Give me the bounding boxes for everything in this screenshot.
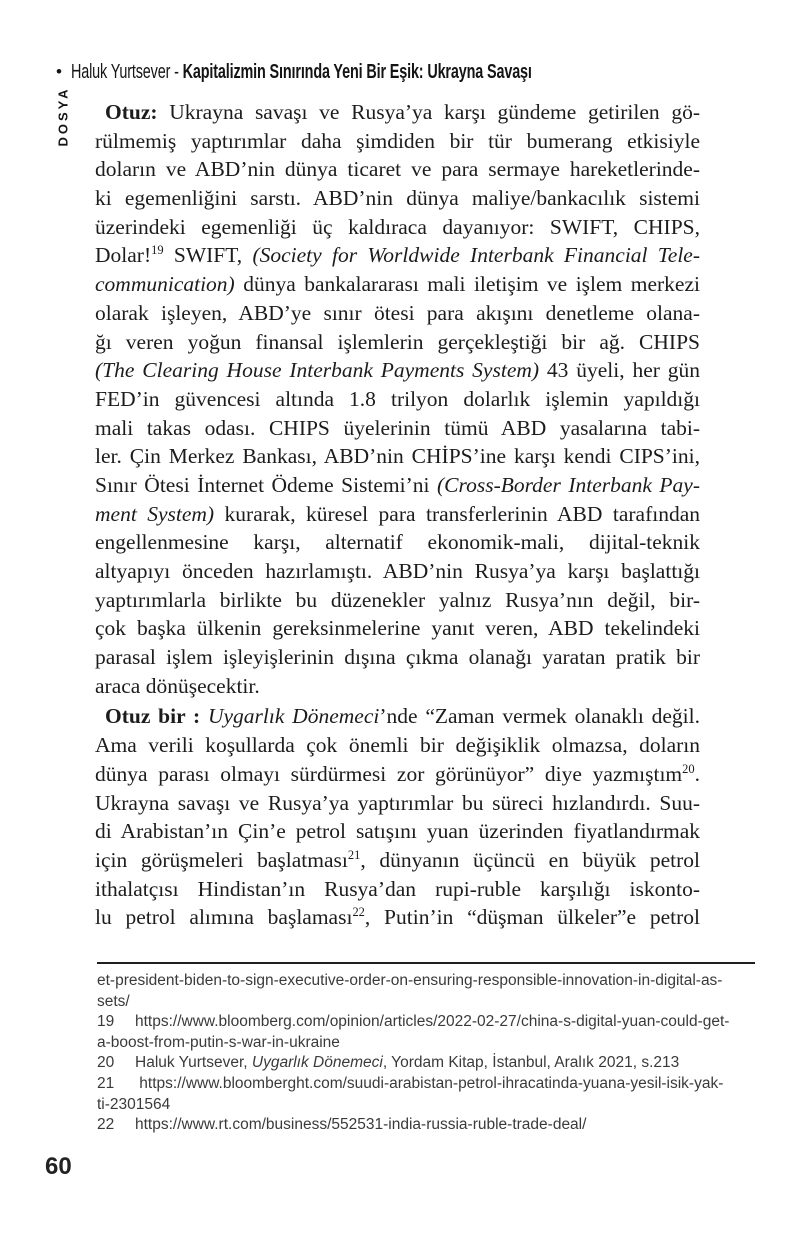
bullet-icon: • bbox=[56, 62, 62, 81]
footnote-reference: 19 bbox=[151, 243, 164, 258]
text-line-content bbox=[95, 241, 700, 270]
text-segment: mali takas odası. CHIPS üyelerinin tümü ABD yasalarına tabi- bbox=[95, 415, 700, 440]
text-segment: , Yordam Kitap, İstanbul, Aralık 2021, s.213 bbox=[382, 1054, 680, 1072]
text-segment: ler. Çin Merkez Bankası, ABD’nin CHİPS’ine karşı kendi CIPS’ini, bbox=[95, 444, 700, 469]
footnote-number: 21 bbox=[97, 1074, 115, 1092]
body-paragraph bbox=[95, 702, 700, 932]
text-line-content bbox=[95, 213, 700, 242]
text-segment: et-president-biden-to-sign-executive-order-on-ensuring-responsible-innovation-in-digital-as- bbox=[97, 972, 723, 989]
text-segment: Haluk Yurtsever, bbox=[135, 1054, 252, 1072]
text-segment: Ukrayna savaşı ve Rusya’ya yaptırımlar bu süreci hızlandırdı. Suu- bbox=[95, 790, 700, 815]
text-line-content bbox=[95, 184, 700, 213]
text-line bbox=[95, 789, 700, 818]
text-segment: dünya bankalararası mali iletişim ve işlem merkezi bbox=[234, 272, 700, 297]
text-segment: rülmemiş yaptırımlar daha şimdiden bir tür bumerang etkisiyle bbox=[95, 128, 700, 153]
text-line bbox=[95, 213, 700, 242]
text-segment: (Society for Worldwide Interbank Financial Tele- bbox=[252, 243, 701, 268]
text-segment: parasal işlem işleyişlerinin dışına çıkma olanağı yaratan pratik bir bbox=[95, 645, 700, 670]
text-line bbox=[95, 356, 700, 385]
text-line bbox=[95, 328, 700, 357]
text-segment: ithalatçısı Hindistan’ın Rusya’dan rupi-ruble karşılığı iskonto- bbox=[95, 876, 700, 901]
text-line bbox=[95, 270, 700, 299]
text-line bbox=[95, 846, 700, 875]
text-line-content bbox=[95, 356, 700, 385]
text-line bbox=[95, 875, 700, 904]
text-line-content bbox=[95, 155, 700, 184]
text-segment: Ama verili koşullarda çok önemli bir değişiklik olmazsa, doların bbox=[95, 733, 700, 758]
footnote-number: 20 bbox=[97, 1054, 115, 1072]
page-number: 60 bbox=[45, 1153, 72, 1180]
text-line-content bbox=[95, 586, 700, 615]
text-segment: 43 üyeli, her gün bbox=[539, 358, 700, 383]
header-author: Haluk Yurtsever - bbox=[70, 61, 183, 83]
text-segment: lu petrol alımına başlaması bbox=[95, 905, 353, 930]
running-header bbox=[56, 62, 711, 82]
footnote-separator bbox=[97, 962, 755, 964]
text-line bbox=[95, 98, 700, 127]
footnote-reference: 21 bbox=[347, 847, 361, 862]
text-segment: doların ve ABD’nin dünya ticaret ve para sermaye hareketlerinde- bbox=[95, 157, 700, 182]
text-line-content bbox=[95, 328, 700, 357]
body-text bbox=[95, 98, 700, 932]
footnote-line bbox=[97, 1074, 759, 1095]
header-article-title: Kapitalizmin Sınırında Yeni Bir Eşik: Ukrayna Savaşı bbox=[182, 61, 532, 83]
body-paragraph bbox=[95, 98, 700, 700]
text-segment: altyapıyı önceden hazırlamıştı. ABD’nin Rusya’ya karşı başlattığı bbox=[95, 559, 700, 583]
text-segment: Otuz: bbox=[105, 100, 158, 124]
text-line-content bbox=[95, 903, 700, 932]
text-line-content bbox=[105, 98, 700, 127]
text-segment: https://www.rt.com/business/552531-india-russia-ruble-trade-deal/ bbox=[135, 1116, 587, 1134]
text-segment: https://www.bloomberg.com/opinion/articles/2022-02-27/china-s-digital-yuan-could-get- bbox=[135, 1013, 730, 1031]
text-segment: ’nde “Zaman vermek olanaklı değil. bbox=[379, 704, 700, 729]
text-line bbox=[95, 155, 700, 184]
text-segment: Otuz bir : bbox=[105, 704, 201, 729]
footnote-line bbox=[97, 971, 759, 992]
text-line bbox=[95, 672, 700, 701]
text-line-content bbox=[95, 299, 700, 328]
text-line-content bbox=[95, 731, 700, 760]
text-segment: (Cross-Border Interbank Pay- bbox=[437, 472, 701, 497]
text-segment: , dünyanın üçüncü en büyük petrol bbox=[360, 847, 701, 872]
text-segment: . bbox=[694, 761, 700, 786]
text-segment: a-boost-from-putin-s-war-in-ukraine bbox=[97, 1033, 340, 1051]
text-segment: dünya parası olmayı sürdürmesi zor görünüyor” diye yazmıştım bbox=[95, 761, 683, 786]
text-line-content bbox=[95, 614, 700, 643]
text-line-content bbox=[95, 471, 700, 500]
text-segment: https://www.bloomberght.com/suudi-arabistan-petrol-ihracatinda-yuana-yesil-isik-yak- bbox=[135, 1074, 724, 1092]
text-segment: Ukrayna savaşı ve Rusya’ya karşı gündeme getirilen gö- bbox=[157, 100, 700, 124]
text-segment: , Putin’in “düşman ülkeler”e petrol bbox=[364, 905, 700, 930]
text-segment: üzerindeki egemenliği üç kaldıraca dayanıyor: SWIFT, CHIPS, bbox=[95, 214, 700, 239]
text-segment: yaptırımlarla birlikte bu düzenekler yalnız Rusya’nın değil, bir- bbox=[95, 587, 700, 612]
text-segment: communication) bbox=[95, 272, 235, 297]
text-segment: Uygarlık Dönemeci bbox=[207, 704, 380, 729]
text-segment: Dolar! bbox=[95, 243, 152, 268]
text-line bbox=[95, 414, 700, 443]
text-line-content bbox=[95, 672, 260, 701]
text-line bbox=[95, 528, 700, 557]
text-segment: engellenmesine karşı, alternatif ekonomik-mali, dijital-teknik bbox=[95, 530, 700, 555]
footnote-number: 22 bbox=[97, 1116, 115, 1134]
text-segment: FED’in güvencesi altında 1.8 trilyon dolarlık işlemin yapıldığı bbox=[95, 386, 700, 411]
text-segment: ti-2301564 bbox=[97, 1095, 171, 1113]
text-line bbox=[95, 614, 700, 643]
text-line-content bbox=[95, 557, 700, 586]
text-line-content bbox=[95, 875, 700, 904]
text-segment: için görüşmeleri başlatması bbox=[95, 847, 348, 872]
text-segment: olarak işleyen, ABD’ye sınır ötesi para akışını denetleme olana- bbox=[95, 300, 700, 325]
header-text bbox=[71, 62, 532, 82]
text-line-content bbox=[95, 817, 700, 846]
text-segment: ki egemenliğini sarstı. ABD’nin dünya maliye/bankacılık sistemi bbox=[95, 186, 700, 211]
text-line bbox=[95, 385, 700, 414]
text-line bbox=[95, 586, 700, 615]
footnote-reference: 22 bbox=[352, 905, 365, 920]
footnote-line bbox=[97, 992, 759, 1013]
text-line bbox=[95, 760, 700, 789]
text-line bbox=[95, 184, 700, 213]
text-line bbox=[95, 127, 700, 156]
text-line-content bbox=[95, 442, 700, 471]
text-line-content bbox=[95, 760, 700, 789]
text-line bbox=[95, 557, 700, 586]
footnote-line bbox=[97, 1053, 759, 1074]
text-line-content bbox=[95, 270, 700, 299]
text-segment: ment System) bbox=[95, 501, 215, 526]
text-line bbox=[95, 903, 700, 932]
text-segment: SWIFT, bbox=[163, 243, 253, 268]
text-line bbox=[95, 500, 700, 529]
text-line bbox=[95, 299, 700, 328]
text-segment: di Arabistan’ın Çin’e petrol satışını yuan üzerinden fiyatlandırmak bbox=[95, 819, 700, 844]
text-line-content bbox=[95, 414, 700, 443]
footnotes bbox=[97, 971, 759, 1136]
footnote-line bbox=[97, 1033, 759, 1054]
text-line-content bbox=[95, 643, 700, 672]
text-line bbox=[95, 241, 700, 270]
footnote-reference: 20 bbox=[682, 761, 695, 776]
text-segment: çok başka ülkenin gereksinmelerine yanıt veren, ABD tekelindeki bbox=[95, 616, 700, 641]
text-line bbox=[95, 471, 700, 500]
text-segment: Uygarlık Dönemeci bbox=[251, 1054, 383, 1072]
text-line-content bbox=[105, 702, 700, 731]
text-line-content bbox=[95, 846, 700, 875]
section-label-vertical: DOSYA bbox=[55, 86, 71, 147]
text-segment: kurarak, küresel para transferlerinin ABD tarafından bbox=[214, 501, 701, 526]
text-line bbox=[95, 817, 700, 846]
footnote-line bbox=[97, 1012, 759, 1033]
text-line-content bbox=[95, 789, 700, 818]
text-line bbox=[95, 442, 700, 471]
text-line-content bbox=[95, 385, 700, 414]
text-line-content bbox=[95, 528, 700, 557]
text-segment: ğı veren yoğun finansal işlemlerin gerçekleştiği bir ağ. CHIPS bbox=[95, 329, 700, 354]
text-segment: araca dönüşecektir. bbox=[95, 673, 260, 698]
footnote-number: 19 bbox=[97, 1013, 115, 1031]
text-line-content bbox=[95, 127, 700, 156]
footnote-line bbox=[97, 1115, 759, 1136]
text-segment: (The Clearing House Interbank Payments System) bbox=[95, 358, 540, 383]
text-segment bbox=[200, 704, 208, 728]
footnote-line bbox=[97, 1095, 759, 1116]
text-line bbox=[95, 702, 700, 731]
text-line bbox=[95, 731, 700, 760]
text-line-content bbox=[95, 500, 700, 529]
text-segment: sets/ bbox=[97, 992, 130, 1010]
text-segment: Sınır Ötesi İnternet Ödeme Sistemi’ni bbox=[95, 472, 438, 497]
text-line bbox=[95, 643, 700, 672]
